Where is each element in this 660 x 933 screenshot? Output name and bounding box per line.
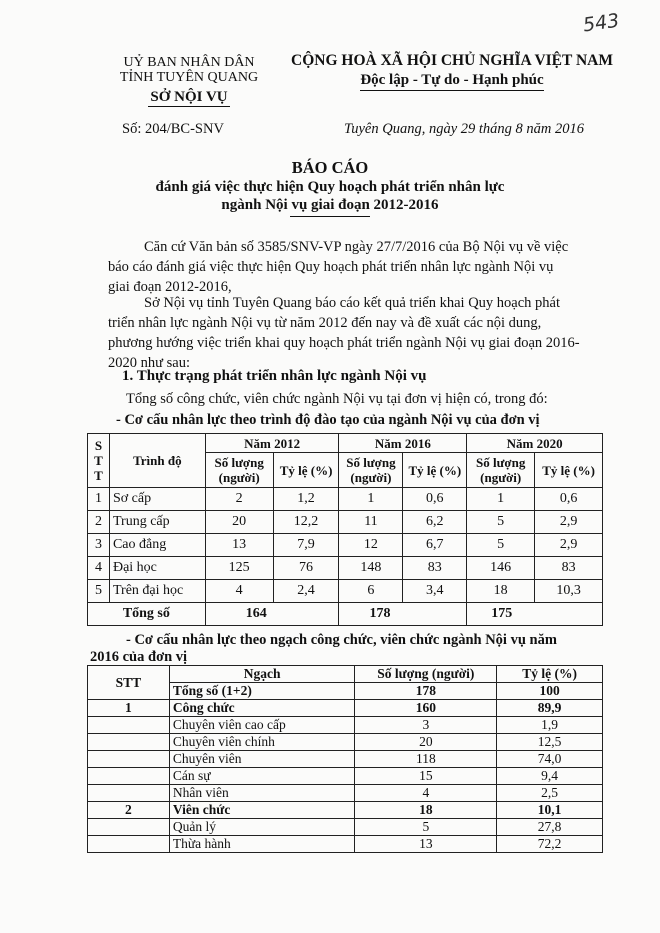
- bullet-rank-structure-line2: 2016 của đơn vị: [90, 649, 188, 665]
- national-motto: Độc lập - Tự do - Hạnh phúc: [360, 72, 543, 91]
- cell-level: Trên đại học: [109, 580, 205, 603]
- table-row: [88, 734, 603, 751]
- report-title-sub-2: ngành Nội vụ giai đoạn 2012-2016: [221, 197, 439, 213]
- document-date: Tuyên Quang, ngày 29 tháng 8 năm 2016: [343, 121, 585, 137]
- paragraph-1: [108, 237, 598, 297]
- total-2020: 175: [467, 603, 603, 626]
- group-pct: 89,9: [497, 700, 603, 717]
- cell-stt: [88, 717, 170, 734]
- para2-line3: phương hướng việc triển khai quy hoạch phát triển ngành Nội vụ giai đoạn 2016-: [108, 335, 580, 351]
- table-row: [88, 488, 603, 511]
- cell-level: Cao đẳng: [109, 534, 205, 557]
- cell-stt: [88, 751, 170, 768]
- cell-pct-2012: 7,9: [273, 534, 339, 557]
- title-underline: [290, 216, 370, 217]
- cell-qty-2012: 2: [205, 488, 273, 511]
- cell-qty: 20: [355, 734, 497, 751]
- cell-rank: Thừa hành: [169, 836, 355, 853]
- cell-stt: [88, 819, 170, 836]
- cell-pct-2020: 83: [535, 557, 603, 580]
- header-qty-2012: Số lượng (người): [205, 453, 273, 488]
- cell-rank: Nhân viên: [169, 785, 355, 802]
- cell-pct-2016: 6,2: [403, 511, 467, 534]
- bullet-rank-structure-line1: - Cơ cấu nhân lực theo ngạch công chức, viên chức ngành Nội vụ năm: [126, 632, 557, 648]
- cell-qty-2012: 13: [205, 534, 273, 557]
- header-qty: Số lượng (người): [355, 666, 497, 683]
- cell-qty: 118: [355, 751, 497, 768]
- group-pct: 10,1: [497, 802, 603, 819]
- para1-line1: Căn cứ Văn bản số 3585/SNV-VP ngày 27/7/2016 của Bộ Nội vụ về việc: [144, 239, 569, 255]
- handwritten-page-mark: 543: [581, 9, 621, 37]
- cell-pct-2020: 2,9: [535, 534, 603, 557]
- total-2012: 164: [205, 603, 339, 626]
- total-label: Tổng số: [88, 603, 206, 626]
- cell-level: Sơ cấp: [109, 488, 205, 511]
- cell-pct: 27,8: [497, 819, 603, 836]
- cell-rank: Chuyên viên chính: [169, 734, 355, 751]
- org-line-2: TỈNH TUYÊN QUANG: [119, 70, 259, 85]
- group-row-civil-servants: [88, 700, 603, 717]
- cell-qty-2012: 125: [205, 557, 273, 580]
- group-name: Công chức: [169, 700, 355, 717]
- header-rank: Ngạch: [169, 666, 355, 683]
- training-level-table: [87, 433, 603, 626]
- cell-qty: 5: [355, 819, 497, 836]
- table-row: [88, 751, 603, 768]
- cell-qty-2016: 1: [339, 488, 403, 511]
- cell-stt: 3: [88, 534, 110, 557]
- rank-structure-table: [87, 665, 603, 853]
- table-row: [88, 511, 603, 534]
- header-pct-2016: Tỷ lệ (%): [403, 453, 467, 488]
- table-row: [88, 580, 603, 603]
- group-qty: 18: [355, 802, 497, 819]
- cell-pct: 12,5: [497, 734, 603, 751]
- header-2012: Năm 2012: [205, 434, 339, 453]
- cell-pct-2020: 0,6: [535, 488, 603, 511]
- table-row: [88, 785, 603, 802]
- total-2016: 178: [339, 603, 467, 626]
- cell-pct-2012: 12,2: [273, 511, 339, 534]
- org-line-1: UỶ BAN NHÂN DÂN: [123, 55, 255, 70]
- cell-stt: [88, 734, 170, 751]
- cell-qty-2016: 148: [339, 557, 403, 580]
- cell-stt: [88, 836, 170, 853]
- header-pct-2012: Tỷ lệ (%): [273, 453, 339, 488]
- table-row: [88, 768, 603, 785]
- cell-pct-2016: 83: [403, 557, 467, 580]
- header-qty-2020: Số lượng (người): [467, 453, 535, 488]
- group-row-public-employees: [88, 802, 603, 819]
- cell-rank: Chuyên viên cao cấp: [169, 717, 355, 734]
- paragraph-2: [108, 293, 598, 373]
- cell-qty-2020: 18: [467, 580, 535, 603]
- table-row: [88, 534, 603, 557]
- group-name: Viên chức: [169, 802, 355, 819]
- cell-rank: Quản lý: [169, 819, 355, 836]
- cell-qty: 15: [355, 768, 497, 785]
- national-heading: [283, 52, 621, 91]
- issuing-organization: [100, 55, 278, 107]
- group-qty: 160: [355, 700, 497, 717]
- grand-total-pct: 100: [497, 683, 603, 700]
- cell-stt: 2: [88, 511, 110, 534]
- cell-pct-2016: 3,4: [403, 580, 467, 603]
- table-row: [88, 819, 603, 836]
- header-level: Trình độ: [109, 434, 205, 488]
- cell-qty-2016: 6: [339, 580, 403, 603]
- cell-rank: Cán sự: [169, 768, 355, 785]
- para2-line1: Sở Nội vụ tỉnh Tuyên Quang báo cáo kết quả triển khai Quy hoạch phát: [144, 295, 561, 311]
- cell-pct-2020: 2,9: [535, 511, 603, 534]
- header-pct: Tỷ lệ (%): [497, 666, 603, 683]
- cell-stt: 5: [88, 580, 110, 603]
- report-title-sub-1: đánh giá việc thực hiện Quy hoạch phát triển nhân lực: [155, 179, 505, 195]
- cell-rank: Chuyên viên: [169, 751, 355, 768]
- cell-pct-2012: 2,4: [273, 580, 339, 603]
- cell-pct: 1,9: [497, 717, 603, 734]
- cell-qty-2020: 146: [467, 557, 535, 580]
- department-name: SỞ NỘI VỤ: [150, 89, 228, 105]
- cell-pct: 2,5: [497, 785, 603, 802]
- para1-line2: báo cáo đánh giá việc thực hiện Quy hoạch phát triển nhân lực ngành Nội vụ: [108, 259, 554, 275]
- table-row: [88, 717, 603, 734]
- header-stt: S T T: [88, 434, 110, 488]
- cell-pct: 9,4: [497, 768, 603, 785]
- group-stt: 2: [88, 802, 170, 819]
- para2-line2: triển nhân lực ngành Nội vụ từ năm 2012 đến nay và đề xuất các nội dung,: [108, 315, 542, 331]
- cell-qty: 3: [355, 717, 497, 734]
- cell-qty-2016: 11: [339, 511, 403, 534]
- cell-pct-2012: 76: [273, 557, 339, 580]
- cell-pct: 74,0: [497, 751, 603, 768]
- cell-level: Trung cấp: [109, 511, 205, 534]
- total-row: [88, 603, 603, 626]
- cell-stt: 4: [88, 557, 110, 580]
- cell-stt: [88, 785, 170, 802]
- header-2020: Năm 2020: [467, 434, 603, 453]
- cell-qty-2020: 1: [467, 488, 535, 511]
- cell-pct: 72,2: [497, 836, 603, 853]
- document-number: Số: 204/BC-SNV: [122, 121, 224, 137]
- header-2016: Năm 2016: [339, 434, 467, 453]
- bullet-training-structure: - Cơ cấu nhân lực theo trình độ đào tạo của ngành Nội vụ của đơn vị: [116, 412, 540, 428]
- header-qty-2016: Số lượng (người): [339, 453, 403, 488]
- section-1-heading: 1. Thực trạng phát triển nhân lực ngành Nội vụ: [122, 368, 427, 384]
- cell-qty-2012: 4: [205, 580, 273, 603]
- header-pct-2020: Tỷ lệ (%): [535, 453, 603, 488]
- cell-qty: 4: [355, 785, 497, 802]
- cell-qty-2020: 5: [467, 511, 535, 534]
- grand-total-qty: 178: [355, 683, 497, 700]
- table-row: [88, 557, 603, 580]
- cell-pct-2020: 10,3: [535, 580, 603, 603]
- cell-level: Đại học: [109, 557, 205, 580]
- report-title: [90, 158, 570, 217]
- cell-pct-2012: 1,2: [273, 488, 339, 511]
- cell-pct-2016: 6,7: [403, 534, 467, 557]
- national-title: CỘNG HOÀ XÃ HỘI CHỦ NGHĨA VIỆT NAM: [291, 52, 613, 69]
- cell-qty-2012: 20: [205, 511, 273, 534]
- cell-pct-2016: 0,6: [403, 488, 467, 511]
- header-stt: STT: [88, 666, 170, 700]
- cell-qty-2020: 5: [467, 534, 535, 557]
- grand-total-label: Tổng số (1+2): [169, 683, 355, 700]
- para1-line3: giai đoạn 2012-2016,: [108, 279, 232, 295]
- report-title-main: BÁO CÁO: [291, 158, 369, 177]
- cell-stt: [88, 768, 170, 785]
- cell-stt: 1: [88, 488, 110, 511]
- section-1-text: Tổng số công chức, viên chức ngành Nội vụ tại đơn vị hiện có, trong đó:: [126, 391, 548, 407]
- para2-line4: 2020 như sau:: [108, 355, 190, 371]
- group-stt: 1: [88, 700, 170, 717]
- table-row: [88, 836, 603, 853]
- cell-qty: 13: [355, 836, 497, 853]
- cell-qty-2016: 12: [339, 534, 403, 557]
